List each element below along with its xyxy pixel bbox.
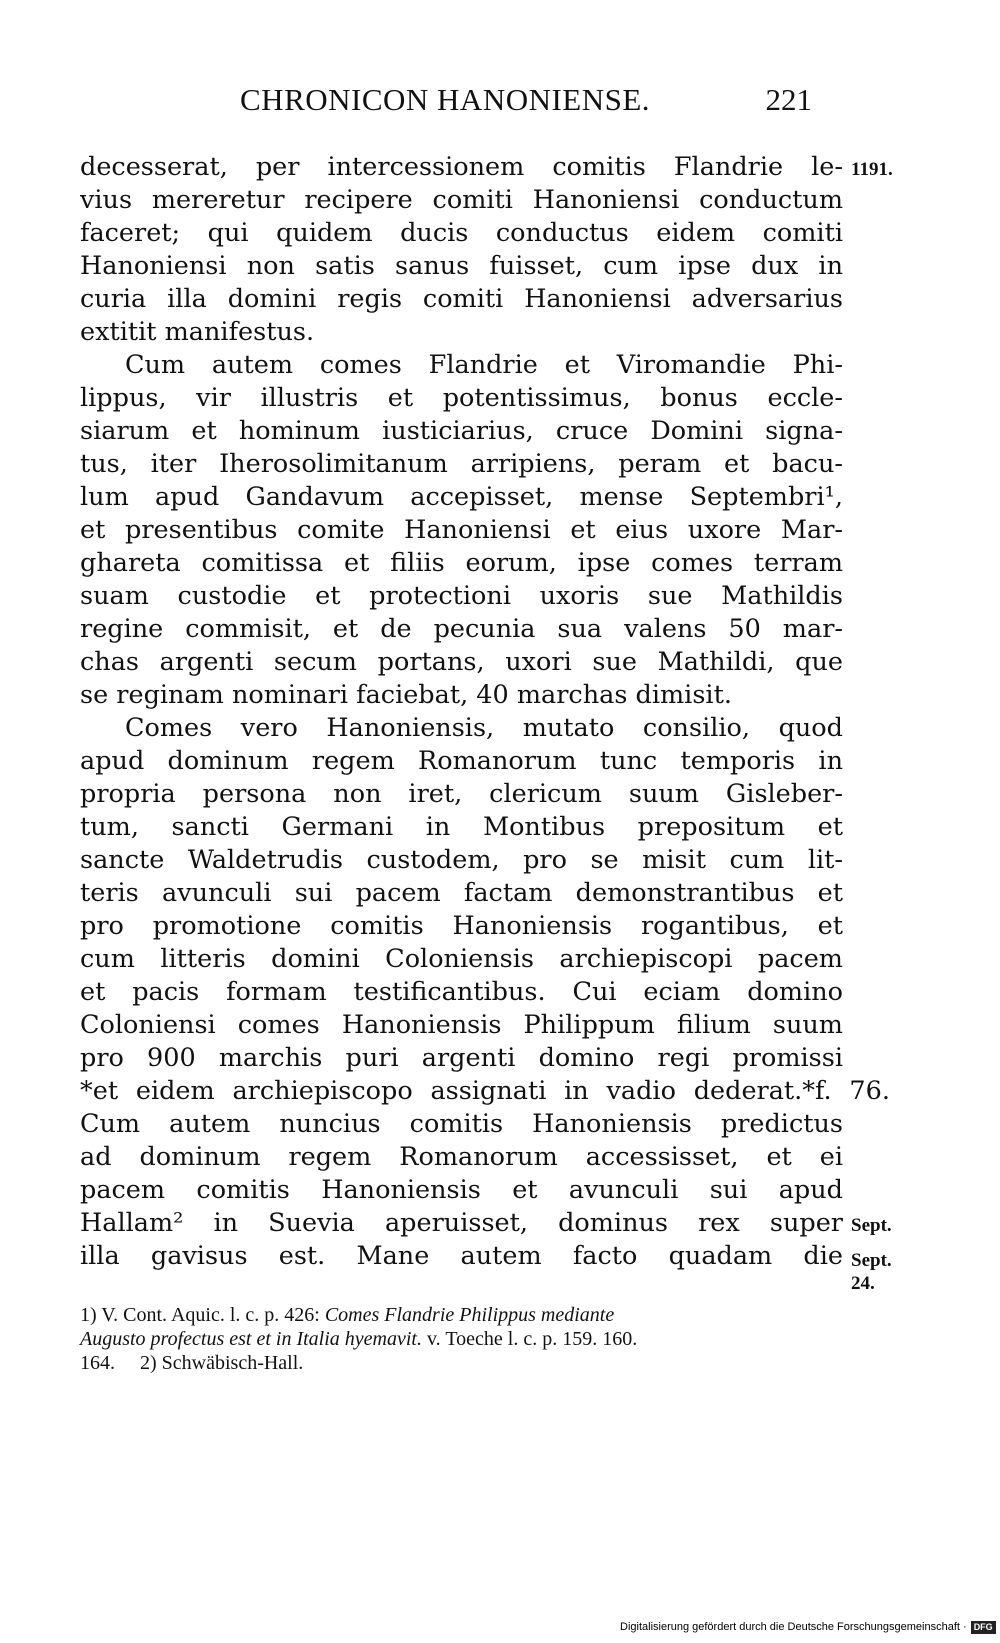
- text-line: Hallam² in Suevia aperuisset, dominus rex super: [80, 1208, 843, 1238]
- footnote-line: [80, 1350, 850, 1376]
- text-line: et presentibus comite Hanoniensi et eius uxore Mar-: [80, 515, 843, 545]
- footnote-quote: Augusto profectus est et in Italia hyemavit.: [80, 1328, 422, 1350]
- margin-note-date: Sept.: [851, 1215, 892, 1236]
- text-line: Cum autem nuncius comitis Hanoniensis predictus: [80, 1109, 843, 1139]
- footnote-quote: Comes Flandrie Philippus mediante: [324, 1304, 615, 1326]
- footnote-text: 164. 2) Schwäbisch-Hall.: [80, 1352, 304, 1374]
- text-line: cum litteris domini Coloniensis archiepiscopi pacem: [80, 944, 843, 974]
- text-line: Hanoniensi non satis sanus fuisset, cum ipse dux in: [80, 251, 843, 281]
- footnote-text: 1) V. Cont. Aquic. l. c. p. 426:: [80, 1304, 325, 1326]
- running-header: [240, 82, 812, 124]
- text-line: *et eidem archiepiscopo assignati in vadio dederat.*f. 76.: [80, 1076, 890, 1106]
- page-title: CHRONICON HANONIENSE.: [240, 82, 651, 117]
- text-line: propria persona non iret, clericum suum Gisleber-: [80, 779, 843, 809]
- digitization-credit: [620, 1617, 993, 1637]
- paragraph-first-line: Cum autem comes Flandrie et Viromandie Phi-: [125, 350, 843, 380]
- text-line: ghareta comitissa et filiis eorum, ipse comes terram: [80, 548, 843, 578]
- text-line: siarum et hominum iusticiarius, cruce Domini signa-: [80, 416, 843, 446]
- margin-note-year: 1191.: [851, 159, 893, 180]
- footnote-line: [80, 1326, 850, 1352]
- text-line: vius mereretur recipere comiti Hanoniensi conductum: [80, 185, 843, 215]
- credit-text: Digitalisierung gefördert durch die Deutsche Forschungsgemeinschaft ·: [620, 1621, 967, 1633]
- text-line: pacem comitis Hanoniensis et avunculi sui apud: [80, 1175, 843, 1205]
- text-line: chas argenti secum portans, uxori sue Mathildi, que: [80, 647, 843, 677]
- text-line: sancte Waldetrudis custodem, pro se misit cum lit-: [80, 845, 843, 875]
- paragraph-first-line: Comes vero Hanoniensis, mutato consilio, quod: [125, 713, 843, 743]
- text-line: pro promotione comitis Hanoniensis rogantibus, et: [80, 911, 843, 941]
- text-line: apud dominum regem Romanorum tunc temporis in: [80, 746, 843, 776]
- text-line: lippus, vir illustris et potentissimus, bonus eccle-: [80, 383, 843, 413]
- text-line: teris avunculi sui pacem factam demonstrantibus et: [80, 878, 843, 908]
- text-line: curia illa domini regis comiti Hanoniensi adversarius: [80, 284, 843, 314]
- text-line: lum apud Gandavum accepisset, mense Septembri¹,: [80, 482, 843, 512]
- footnote-text: v. Toeche l. c. p. 159. 160.: [421, 1328, 638, 1350]
- text-line: suam custodie et protectioni uxoris sue Mathildis: [80, 581, 843, 611]
- page-number: 221: [765, 82, 812, 117]
- footnote-line: [80, 1302, 850, 1328]
- text-line: tus, iter Iherosolimitanum arripiens, peram et bacu-: [80, 449, 843, 479]
- text-line: et pacis formam testificantibus. Cui eciam domino: [80, 977, 843, 1007]
- text-line: se reginam nominari faciebat, 40 marchas dimisit.: [80, 680, 732, 710]
- text-line: pro 900 marchis puri argenti domino regi promissi: [80, 1043, 843, 1073]
- margin-note-date: Sept.: [851, 1250, 892, 1271]
- text-line: ad dominum regem Romanorum accessisset, et ei: [80, 1142, 843, 1172]
- text-line: regine commisit, et de pecunia sua valens 50 mar-: [80, 614, 843, 644]
- text-line: illa gavisus est. Mane autem facto quadam die: [80, 1241, 843, 1271]
- text-line: decesserat, per intercessionem comitis Flandrie le-: [80, 152, 843, 182]
- text-line: tum, sancti Germani in Montibus prepositum et: [80, 812, 843, 842]
- text-line: Coloniensi comes Hanoniensis Philippum filium suum: [80, 1010, 843, 1040]
- text-line: faceret; qui quidem ducis conductus eidem comiti: [80, 218, 843, 248]
- text-line: extitit manifestus.: [80, 317, 315, 347]
- margin-note-date: 24.: [851, 1273, 875, 1294]
- dfg-logo: DFG: [971, 1621, 996, 1634]
